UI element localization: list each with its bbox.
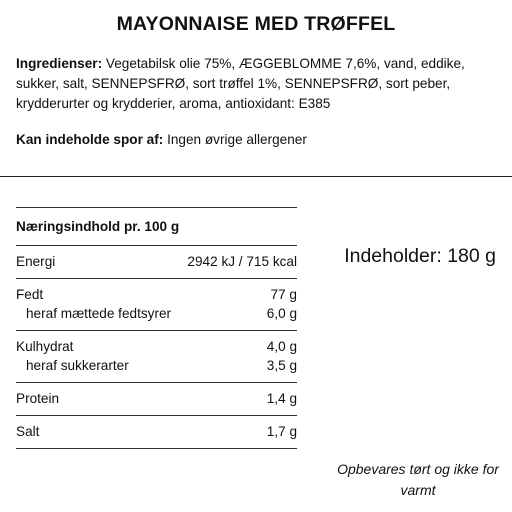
table-row [16,285,297,304]
table-row [16,389,297,408]
table-row [16,252,297,271]
sugars-label: heraf sukkerarter [26,358,129,373]
allergens-text: Ingen øvrige allergener [167,132,307,147]
energy-value: 2942 kJ / 715 kcal [187,254,297,269]
ingredients-text: Vegetabilsk olie 75%, ÆGGEBLOMME 7,6%, vand, eddike, sukker, salt, SENNEPSFRØ, sort trøffel 1%, SENNEPSFRØ, sort peber, krydderurter og krydderier, aroma, antioxidant: E385 [16,56,465,111]
table-row [16,337,297,356]
storage-instructions: Opbevares tørt og ikke for varmt [337,461,499,498]
protein-label: Protein [16,391,60,406]
salt-value: 1,7 g [266,424,297,439]
carbs-value: 4,0 g [266,339,297,354]
product-title: MAYONNAISE MED TRØFFEL [116,13,396,35]
sugars-value: 3,5 g [266,358,297,373]
carbs-label: Kulhydrat [16,339,74,354]
allergens-block [16,130,502,150]
nutrition-heading: Næringsindhold pr. 100 g [16,219,180,234]
saturated-fat-label: heraf mættede fedtsyrer [26,306,172,321]
section-divider [0,176,512,177]
energy-label: Energi [16,254,56,269]
table-rule [16,448,297,449]
ingredients-block [16,54,502,114]
nutrition-group-energy [16,246,297,278]
net-contents: Indeholder: 180 g [344,245,496,267]
table-row [16,356,297,375]
fat-value: 77 g [270,287,297,302]
fat-label: Fedt [16,287,44,302]
nutrition-group-carbs [16,331,297,382]
salt-label: Salt [16,424,40,439]
saturated-fat-value: 6,0 g [266,306,297,321]
nutrition-group-fat [16,279,297,330]
table-row [16,422,297,441]
nutrition-table [16,207,297,449]
nutrition-group-protein [16,383,297,415]
protein-value: 1,4 g [266,391,297,406]
allergens-label: Kan indeholde spor af: [16,132,164,147]
ingredients-label: Ingredienser: [16,56,103,71]
table-row [16,304,297,323]
nutrition-group-salt [16,416,297,448]
